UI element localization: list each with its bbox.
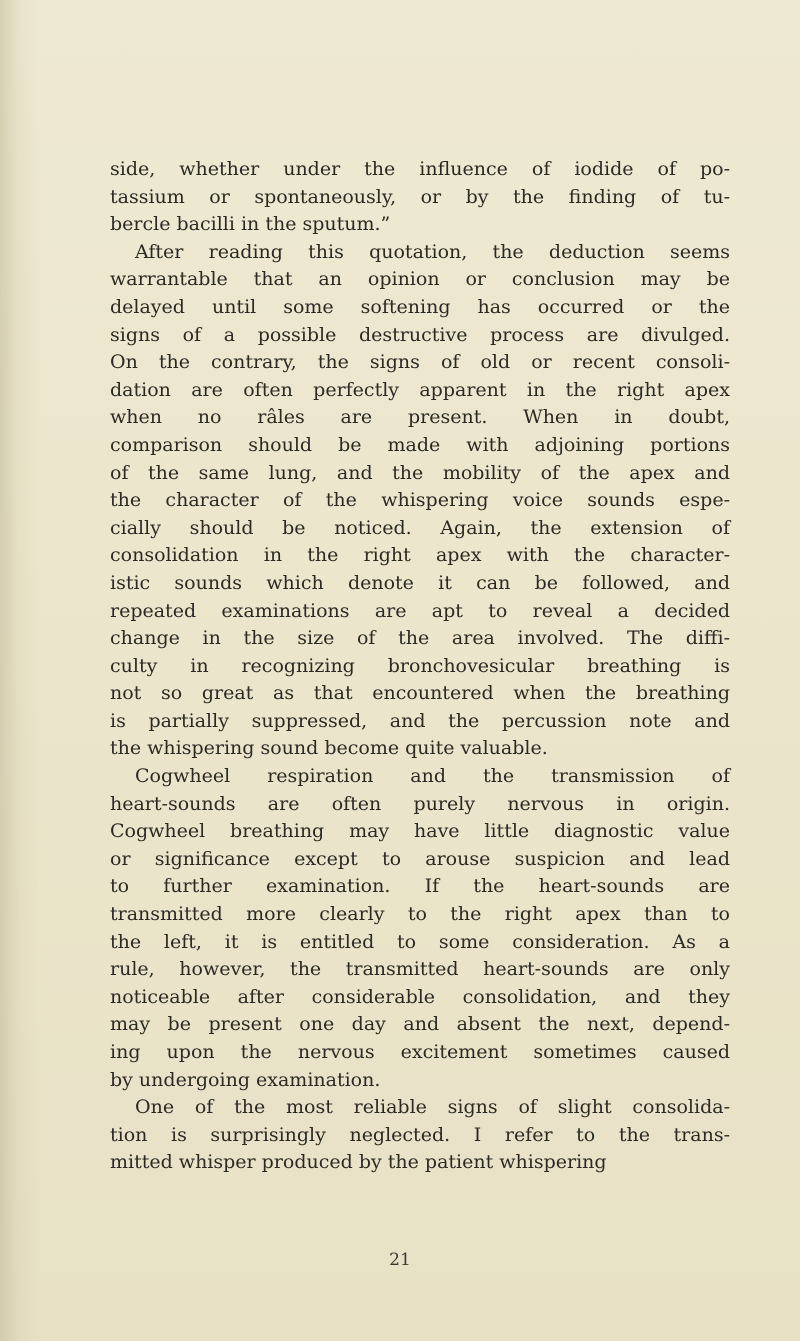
text-line: culty in recognizing bronchovesicular breathing is: [110, 654, 730, 677]
text-line: the whispering sound become quite valuable.: [110, 737, 548, 760]
text-line: delayed until some softening has occurred or the: [110, 295, 730, 318]
text-line: rule, however, the transmitted heart-sounds are only: [110, 958, 730, 981]
text-line: tion is surprisingly neglected. I refer to the trans-: [110, 1123, 730, 1146]
text-line: On the contrary, the signs of old or recent consoli-: [110, 351, 730, 374]
text-line: Cogwheel respiration and the transmission of: [135, 765, 730, 788]
text-line: mitted whisper produced by the patient whispering: [110, 1151, 607, 1174]
text-line: repeated examinations are apt to reveal a decided: [110, 599, 730, 622]
body-text: [110, 156, 730, 1177]
text-line: or significance except to arouse suspicion and lead: [110, 847, 730, 870]
text-line: Cogwheel breathing may have little diagnostic value: [110, 820, 730, 843]
text-line: noticeable after considerable consolidation, and they: [110, 985, 730, 1008]
text-line: by undergoing examination.: [110, 1068, 381, 1091]
text-line: is partially suppressed, and the percussion note and: [110, 709, 730, 732]
text-line: side, whether under the influence of iodide of po-: [110, 158, 730, 180]
text-line: the left, it is entitled to some consideration. As a: [110, 930, 730, 953]
text-line: the character of the whispering voice sounds espe-: [110, 489, 730, 512]
text-line: istic sounds which denote it can be followed, and: [110, 571, 730, 594]
text-line: when no râles are present. When in doubt,: [110, 406, 730, 429]
text-line: One of the most reliable signs of slight consolida-: [135, 1096, 730, 1119]
text-line: to further examination. If the heart-sounds are: [110, 875, 730, 898]
text-line: After reading this quotation, the deduction seems: [135, 240, 730, 263]
page-number: 21: [389, 1250, 411, 1270]
text-line: bercle bacilli in the sputum.”: [110, 213, 391, 236]
text-line: dation are often perfectly apparent in the right apex: [110, 378, 730, 401]
text-line: warrantable that an opinion or conclusion may be: [110, 268, 730, 291]
text-line: heart-sounds are often purely nervous in origin.: [110, 792, 730, 815]
text-line: not so great as that encountered when the breathing: [110, 682, 730, 705]
text-line: change in the size of the area involved. The diffi-: [110, 627, 730, 650]
text-line: tassium or spontaneously, or by the finding of tu-: [110, 185, 730, 208]
text-line: signs of a possible destructive process are divulged.: [110, 323, 730, 346]
text-line: transmitted more clearly to the right apex than to: [110, 903, 730, 926]
text-line: consolidation in the right apex with the character-: [110, 544, 730, 567]
text-line: of the same lung, and the mobility of the apex and: [110, 461, 730, 484]
text-line: comparison should be made with adjoining portions: [110, 433, 730, 456]
text-line: may be present one day and absent the next, depend-: [110, 1013, 730, 1036]
text-line: ing upon the nervous excitement sometimes caused: [110, 1041, 730, 1063]
text-line: cially should be noticed. Again, the extension of: [110, 516, 730, 539]
